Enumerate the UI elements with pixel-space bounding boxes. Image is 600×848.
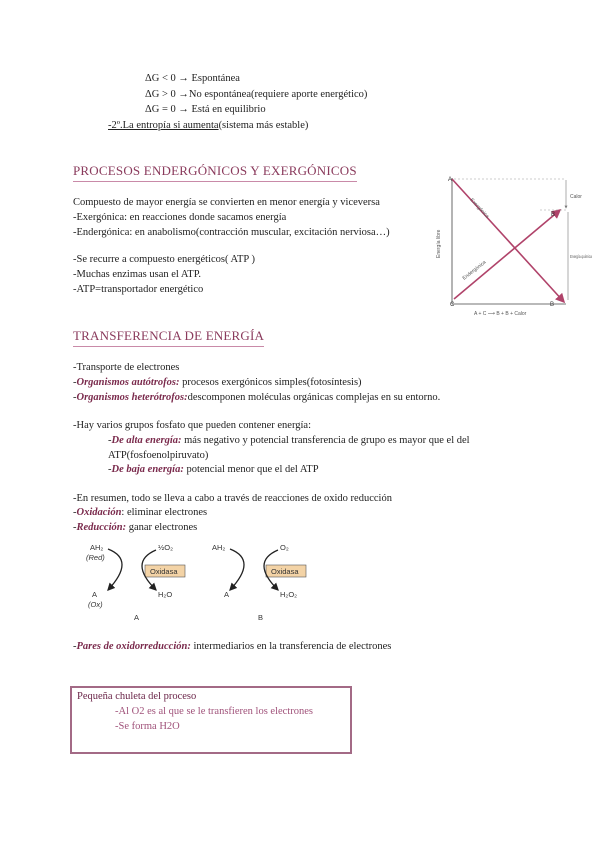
- reduccion-term: Reducción:: [76, 522, 127, 533]
- s1-line-3: -Se recurre a compuesto energéticos( ATP ): [73, 254, 255, 265]
- entropy-line: [108, 120, 308, 131]
- exergonic-arrow: [452, 179, 564, 302]
- a-label: A: [134, 613, 140, 622]
- a-a: A: [92, 590, 98, 599]
- baja-term: De baja energía:: [111, 464, 184, 475]
- label-exergonica: Exergónica: [468, 197, 490, 220]
- diagram-caption: A + C ⟶ B + B + Calor: [474, 311, 527, 317]
- label-calor: Calor: [570, 194, 582, 200]
- alta-energia-line2: ATP(fosfoenolpiruvato): [108, 450, 209, 461]
- heterotrofos-text: descomponen moléculas orgánicas complejas en su entorno.: [187, 392, 441, 403]
- endergonic-arrow: [454, 210, 560, 299]
- transport-line: -Transporte de electrones: [73, 362, 180, 373]
- label-energia-quimica: Energía química: [570, 254, 593, 259]
- a-ah2: AH₂: [90, 543, 104, 552]
- s1-line-5: -ATP=transportador energético: [73, 284, 204, 295]
- autotrofos-line: -Organismos autótrofos: procesos exergónicos simples(fotosíntesis): [73, 377, 362, 388]
- a-ox: (Ox): [88, 600, 103, 609]
- redox-panel-b: [212, 543, 306, 622]
- alta-text: más negativo y potencial transferencia de grupo es mayor que el del: [181, 435, 470, 446]
- heterotrofos-term: Organismos heterótrofos:: [76, 392, 188, 403]
- cheat-box-item-1: -Se forma H2O: [115, 721, 180, 732]
- reduccion-line: -Reducción: ganar electrones: [73, 522, 198, 533]
- summary-line: -En resumen, todo se lleva a cabo a través de reacciones de oxido reducción: [73, 493, 392, 504]
- s1-line-1: -Exergónica: en reacciones donde sacamos energía: [73, 212, 287, 223]
- entropy-suffix: (sistema más estable): [218, 120, 309, 131]
- alta-term: De alta energía:: [111, 435, 182, 446]
- baja-energia-line: -De baja energía: potencial menor que el del ATP: [108, 464, 319, 475]
- b-a: A: [224, 590, 230, 599]
- s1-line-2: -Endergónica: en anabolismo(contracción muscular, excitación nerviosa…): [73, 227, 390, 238]
- pares-text: intermediarios en la transferencia de electrones: [190, 641, 392, 652]
- redox-diagram: [84, 540, 324, 624]
- phosphate-intro: -Hay varios grupos fosfato que pueden contener energía:: [73, 420, 312, 431]
- label-endergonica: Endergónica: [461, 259, 488, 282]
- alta-energia-line: -De alta energía: más negativo y potencial transferencia de grupo es mayor que el del: [108, 435, 470, 446]
- a-enzyme: Oxidasa: [150, 567, 178, 576]
- oxidacion-term: Oxidación: [76, 507, 122, 518]
- redox-panel-a: [86, 543, 185, 622]
- cheat-box-title: Pequeña chuleta del proceso: [77, 691, 197, 702]
- s1-line-4: -Muchas enzimas usan el ATP.: [73, 269, 202, 280]
- heterotrofos-line: -Organismos heterótrofos:descomponen moléculas orgánicas complejas en su entorno.: [73, 392, 441, 403]
- entropy-prefix: -2º.La entropía si aumenta: [108, 120, 219, 131]
- oxidacion-text: : eliminar electrones: [121, 507, 208, 518]
- b-label: B: [258, 613, 264, 622]
- baja-text: potencial menor que el del ATP: [183, 464, 319, 475]
- oxidacion-line: -Oxidación: eliminar electrones: [73, 507, 208, 518]
- b-product: H₂O₂: [280, 590, 298, 599]
- b-left-arrow: [230, 549, 244, 590]
- b-ah2: AH₂: [212, 543, 226, 552]
- reduccion-text: ganar electrones: [126, 522, 198, 533]
- a-left-arrow: [108, 549, 122, 590]
- section-heading-procesos: PROCESOS ENDERGÓNICOS Y EXERGÓNICOS: [73, 163, 357, 178]
- b-o2: O₂: [280, 543, 289, 552]
- label-y-axis: Energía libre: [436, 229, 442, 258]
- s1-line-0: Compuesto de mayor energía se convierten en menor energía y viceversa: [73, 197, 380, 208]
- pares-line: -Pares de oxidorreducción: intermediarios en la transferencia de electrones: [73, 641, 392, 652]
- autotrofos-text: procesos exergónicos simples(fotosíntesis): [179, 377, 362, 388]
- a-red: (Red): [86, 553, 105, 562]
- point-b-bottom: B: [550, 302, 555, 308]
- dg-positive-line: ΔG > 0 →No espontánea(requiere aporte energético): [145, 89, 368, 100]
- point-b-top: B: [551, 212, 556, 218]
- point-a: A: [448, 177, 453, 183]
- point-c: C: [450, 302, 455, 308]
- b-enzyme: Oxidasa: [271, 567, 299, 576]
- pares-term: Pares de oxidorreducción:: [76, 641, 191, 652]
- a-product: H₂O: [158, 590, 173, 599]
- autotrofos-term: Organismos autótrofos:: [76, 377, 180, 388]
- energy-diagram: [428, 172, 593, 322]
- dg-zero-line: ΔG = 0 → Está en equilibrio: [145, 104, 266, 115]
- cheat-box-item-0: -Al O2 es al que se le transfieren los electrones: [115, 706, 313, 717]
- a-o2: ½O₂: [158, 543, 173, 552]
- section-heading-transferencia: TRANSFERENCIA DE ENERGÍA: [73, 328, 265, 343]
- dg-negative-line: ΔG < 0 → Espontánea: [145, 73, 240, 84]
